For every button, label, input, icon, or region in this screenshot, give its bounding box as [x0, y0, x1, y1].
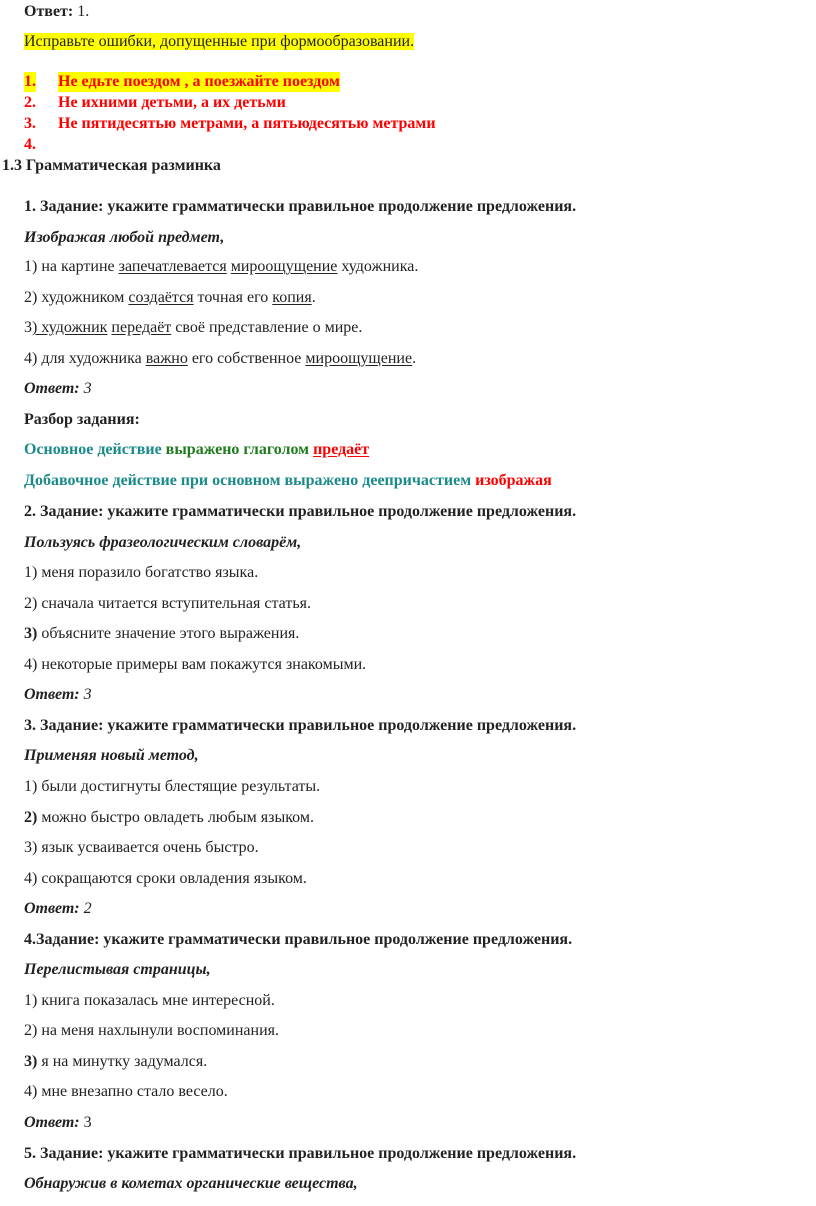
option-text: художника.	[337, 258, 419, 275]
answer-value: 3	[79, 1114, 92, 1131]
task-title: 3. Задание: укажите грамматически правильное продолжение предложения.	[24, 717, 577, 734]
main-action-line	[24, 440, 369, 460]
analysis-text: Добавочное действие при основном выражено деепричастием	[24, 472, 472, 489]
task-option: 1) были достигнуты блестящие результаты.	[24, 778, 321, 795]
task-lead: Изображая любой предмет,	[24, 229, 225, 246]
task-option	[24, 624, 299, 644]
correction-number: 1.	[24, 73, 36, 90]
highlighted-verb: предаёт	[313, 441, 370, 458]
task-title: 2. Задание: укажите грамматически правильное продолжение предложения.	[24, 503, 577, 520]
task-option	[24, 808, 314, 828]
option-underlined: мироощущение	[305, 350, 413, 367]
option-text: .	[412, 350, 417, 367]
option-text: объясните значение этого выражения.	[37, 625, 300, 642]
task-answer	[24, 1113, 92, 1133]
highlighted-participle: изображая	[471, 472, 552, 489]
task-option: 4) сокращаются сроки овладения языком.	[24, 870, 307, 887]
top-answer-line	[24, 2, 89, 22]
option-text: своё представление о мире.	[171, 319, 363, 336]
option-underlined: копия	[272, 289, 312, 306]
section-title: 1.3 Грамматическая разминка	[2, 157, 221, 174]
option-number: 2)	[24, 809, 38, 826]
correction-number: 2.	[24, 94, 36, 111]
answer-value: 3	[79, 686, 92, 703]
answer-label: Ответ:	[24, 900, 80, 917]
option-number: 3)	[24, 625, 38, 642]
task-option: 3) язык усваивается очень быстро.	[24, 839, 259, 856]
task-answer	[24, 379, 92, 399]
option-text: его собственное	[187, 350, 306, 367]
correction-text: Не ихними детьми, а их детьми	[58, 94, 286, 111]
task-option: 4) мне внезапно стало весело.	[24, 1083, 228, 1100]
task-title: 4.Задание: укажите грамматически правильное продолжение предложения.	[24, 931, 573, 948]
task-lead: Перелистывая страницы,	[24, 961, 211, 978]
correction-number: 3.	[24, 115, 36, 132]
fix-instruction: Исправьте ошибки, допущенные при формообразовании.	[24, 33, 415, 50]
answer-value: 2	[79, 900, 92, 917]
answer-label: Ответ:	[24, 380, 80, 397]
task-answer	[24, 899, 92, 919]
correction-text: Не пятидесятью метрами, а пятьюдесятью метрами	[58, 115, 436, 132]
fix-instruction-line	[24, 32, 414, 52]
correction-text: Не едьте поездом , а поезжайте поездом	[58, 73, 340, 90]
task-option: 2) сначала читается вступительная статья.	[24, 595, 311, 612]
task-option: 1) меня поразило богатство языка.	[24, 564, 259, 581]
answer-label: Ответ:	[24, 1114, 80, 1131]
option-text: я на минутку задумался.	[37, 1053, 208, 1070]
analysis-title: Разбор задания:	[24, 411, 140, 428]
task-title: 5. Задание: укажите грамматически правильное продолжение предложения.	[24, 1145, 577, 1162]
task-option: 2) на меня нахлынули воспоминания.	[24, 1022, 279, 1039]
answer-value: 3	[79, 380, 92, 397]
analysis-text: Основное действие	[24, 441, 166, 458]
option-text: можно быстро овладеть любым языком.	[37, 809, 314, 826]
task-option	[24, 1052, 207, 1072]
option-text: 4) для художника	[24, 350, 146, 367]
task-option	[24, 288, 316, 308]
option-underlined: создаётся	[128, 289, 194, 306]
answer-value: 1.	[77, 3, 90, 20]
task-lead: Обнаружив в кометах органические вещества,	[24, 1175, 358, 1192]
task-option	[24, 349, 416, 369]
option-text: .	[311, 289, 316, 306]
option-underlined: ) художник	[32, 319, 108, 336]
option-underlined: передаёт	[111, 319, 172, 336]
task-lead: Пользуясь фразеологическим словарём,	[24, 534, 302, 551]
extra-action-line	[24, 471, 552, 491]
task-answer	[24, 685, 92, 705]
task-title: 1. Задание: укажите грамматически правильное продолжение предложения.	[24, 198, 577, 215]
option-underlined: запечатлевается	[118, 258, 227, 275]
task-option: 4) некоторые примеры вам покажутся знакомыми.	[24, 656, 367, 673]
option-text: 3	[24, 319, 32, 336]
option-text: точная его	[193, 289, 273, 306]
task-option	[24, 318, 362, 338]
option-text: 2) художником	[24, 289, 129, 306]
option-text: 1) на картине	[24, 258, 119, 275]
option-number: 3)	[24, 1053, 38, 1070]
task-option: 1) книга показалась мне интересной.	[24, 992, 275, 1009]
option-underlined: важно	[145, 350, 188, 367]
correction-number: 4.	[24, 136, 36, 153]
analysis-text: выражено глаголом	[165, 441, 310, 458]
option-underlined: мироощущение	[230, 258, 338, 275]
task-option	[24, 257, 418, 277]
task-lead: Применяя новый метод,	[24, 747, 199, 764]
answer-label: Ответ:	[24, 686, 80, 703]
answer-label: Ответ:	[24, 3, 74, 20]
